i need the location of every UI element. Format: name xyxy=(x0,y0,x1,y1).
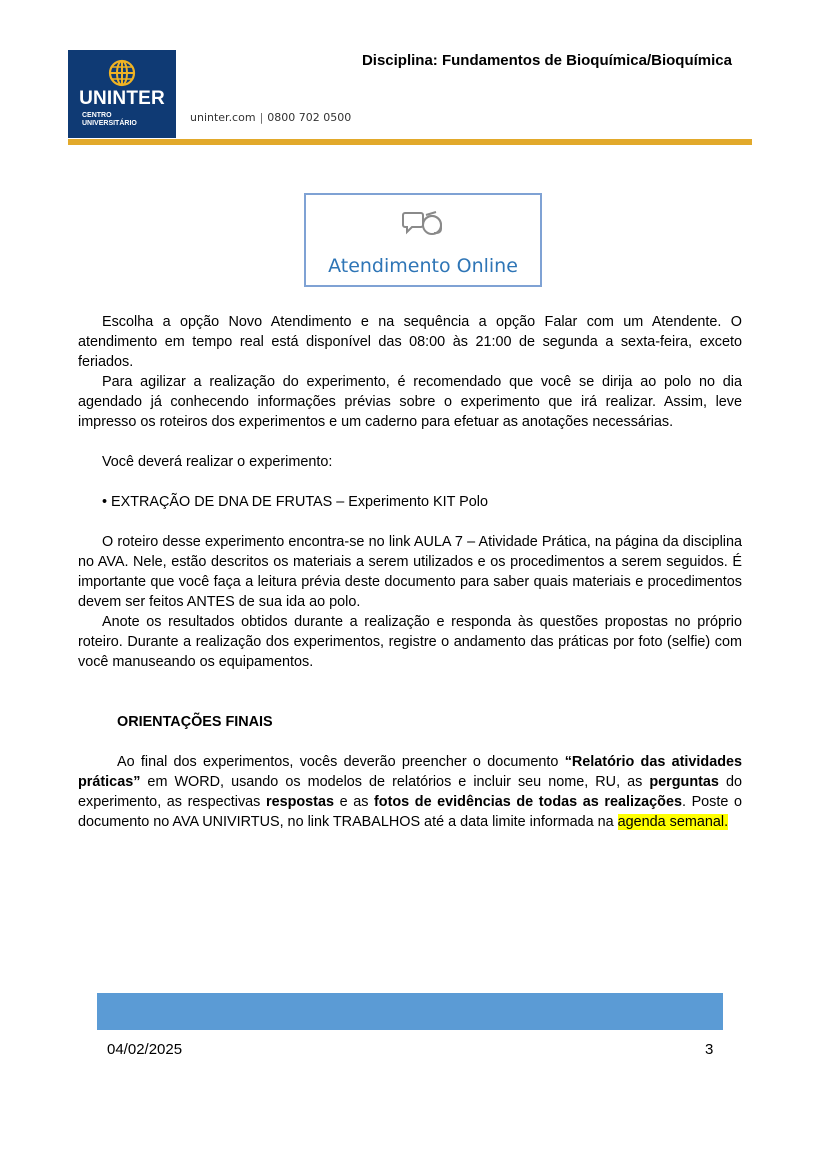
final-bold-3: respostas xyxy=(265,794,334,810)
document-body xyxy=(78,312,742,832)
discipline-title: Disciplina: Fundamentos de Bioquímica/Bioquímica xyxy=(361,52,732,69)
paragraph-4: O roteiro desse experimento encontra-se no link AULA 7 – Atividade Prática, na página da disciplina no AVA. Nele, estão descritos os materiais a serem utilizados e os procedimentos a serem seguidos. É importante que você faça a leitura prévia deste documento para saber quais materiais e procedimentos devem ser feitos ANTES de sua ida ao polo. xyxy=(78,534,742,610)
phone-number: 0800 702 0500 xyxy=(267,111,352,124)
contact-line xyxy=(190,111,351,124)
page-number: 3 xyxy=(705,1041,714,1058)
final-text-5: . Poste o documento no AVA UNIVIRTUS, no link TRABALHOS até a data limite informada na xyxy=(78,794,742,830)
final-bold-1: “Relatório das atividades práticas” xyxy=(78,754,742,790)
chat-headset-icon xyxy=(402,209,448,243)
final-text-1: Ao final dos experimentos, vocês deverão preencher o documento xyxy=(117,754,565,770)
highlighted-text: agenda semanal. xyxy=(617,814,729,830)
paragraph-3: Você deverá realizar o experimento: xyxy=(102,454,333,470)
section-heading: ORIENTAÇÕES FINAIS xyxy=(117,714,273,730)
final-paragraph xyxy=(78,752,742,832)
footer-bar xyxy=(97,993,723,1030)
final-text-4: e as xyxy=(333,794,374,810)
experiment-bullet: • EXTRAÇÃO DE DNA DE FRUTAS – Experimento KIT Polo xyxy=(102,494,488,510)
final-bold-2: perguntas xyxy=(649,774,719,790)
globe-icon xyxy=(96,58,148,88)
final-bold-4: fotos de evidências de todas as realizações xyxy=(374,794,682,810)
logo-sub-line1: CENTRO xyxy=(82,112,112,119)
paragraph-5: Anote os resultados obtidos durante a realização e responda às questões propostas no próprio roteiro. Durante a realização dos experimentos, registre o andamento das práticas por foto (selfie) com você manuseando os equipamentos. xyxy=(78,614,742,670)
uninter-logo xyxy=(68,50,176,138)
final-text-2: em WORD, usando os modelos de relatórios e incluir seu nome, RU, as xyxy=(140,774,650,790)
site-link: uninter.com xyxy=(190,111,256,124)
atendimento-online-button[interactable] xyxy=(304,193,542,287)
logo-sub-line2: UNIVERSITÁRIO xyxy=(82,120,137,127)
footer-date: 04/02/2025 xyxy=(107,1041,183,1058)
header-rule xyxy=(68,139,752,145)
logo-subtitle xyxy=(82,112,137,128)
final-text-3: do experimento, as respectivas xyxy=(78,774,742,810)
paragraph-1: Escolha a opção Novo Atendimento e na sequência a opção Falar com um Atendente. O atendimento em tempo real está disponível das 08:00 às 21:00 de segunda a sexta-feira, exceto feriados. xyxy=(78,314,742,370)
logo-name: UNINTER xyxy=(79,88,165,109)
paragraph-2: Para agilizar a realização do experimento, é recomendado que você se dirija ao polo no dia agendado já conhecendo informações prévias sobre o experimento que irá realizar. Assim, leve impresso os roteiros dos experimentos e um caderno para efetuar as anotações necessárias. xyxy=(78,374,742,430)
separator: | xyxy=(259,111,264,124)
atendimento-online-label: Atendimento Online xyxy=(328,255,518,277)
